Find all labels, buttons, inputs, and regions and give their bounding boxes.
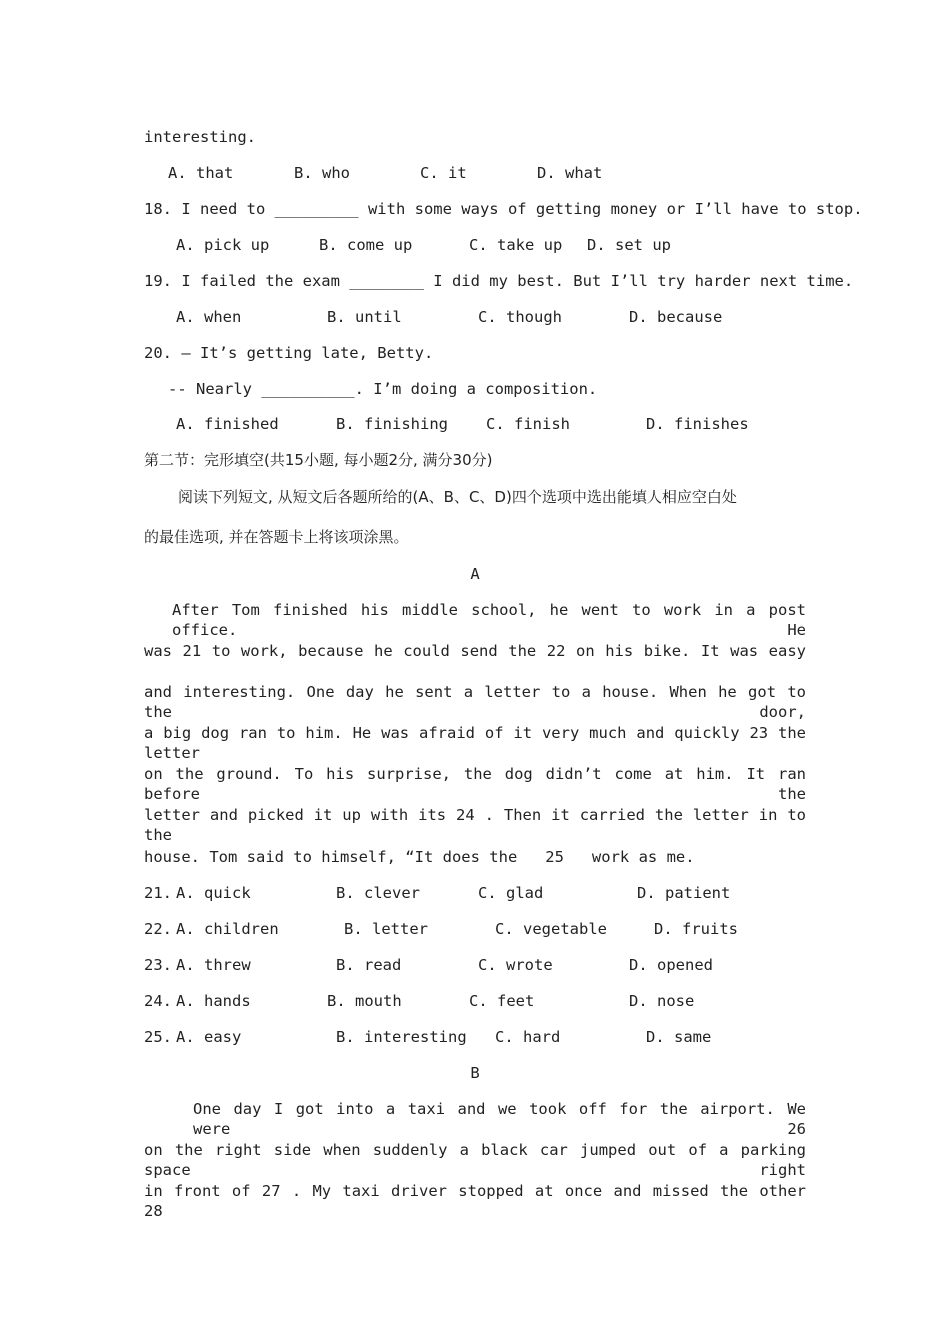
q25-option-d: D. same bbox=[646, 1028, 712, 1046]
q18-stem: 18. I need to _________ with some ways of getting money or I’ll have to stop. bbox=[144, 200, 863, 218]
section2-instruction-1: 阅读下列短文, 从短文后各题所给的(A、B、C、D)四个选项中选出能填人相应空白处 bbox=[178, 488, 737, 506]
q23-option-c: C. wrote bbox=[478, 956, 553, 974]
q19-option-d: D. because bbox=[629, 308, 723, 326]
q20-option-a: A. finished bbox=[176, 415, 279, 433]
q19-option-c: C. though bbox=[478, 308, 562, 326]
passage-a-label: A bbox=[470, 565, 480, 583]
q25-option-c: C. hard bbox=[495, 1028, 561, 1046]
passage-b-line-1: One day I got into a taxi and we took off for the airport. We were 26 bbox=[193, 1100, 806, 1138]
q18-option-b: B. come up bbox=[319, 236, 413, 254]
q23-option-d: D. opened bbox=[629, 956, 713, 974]
q25-option-a: A. easy bbox=[176, 1028, 242, 1046]
q17-option-d: D. what bbox=[537, 164, 603, 182]
q19-option-b: B. until bbox=[327, 308, 402, 326]
q22-option-b: B. letter bbox=[344, 920, 428, 938]
q22-option-a: A. children bbox=[176, 920, 279, 938]
q21-option-d: D. patient bbox=[637, 884, 731, 902]
q20-option-b: B. finishing bbox=[336, 415, 448, 433]
q22-number: 22. bbox=[144, 920, 172, 938]
passage-b-label: B bbox=[470, 1064, 480, 1082]
q18-option-a: A. pick up bbox=[176, 236, 270, 254]
q17-option-c: C. it bbox=[420, 164, 467, 182]
passage-b-line-3: in front of 27 . My taxi driver stopped at once and missed the other 28 bbox=[144, 1182, 806, 1220]
q19-stem: 19. I failed the exam ________ I did my best. But I’ll try harder next time. bbox=[144, 272, 854, 290]
q25-option-b: B. interesting bbox=[336, 1028, 467, 1046]
q20-stem: 20. – It’s getting late, Betty. bbox=[144, 344, 434, 362]
q24-option-b: B. mouth bbox=[327, 992, 402, 1010]
passage-b-line-2: on the right side when suddenly a black car jumped out of a parking space right bbox=[144, 1141, 806, 1179]
q24-option-d: D. nose bbox=[629, 992, 695, 1010]
passage-a-line-2: was 21 to work, because he could send the 22 on his bike. It was easy bbox=[144, 642, 806, 660]
q20-option-c: C. finish bbox=[486, 415, 570, 433]
passage-a-line-3: and interesting. One day he sent a letter to a house. When he got to the door, bbox=[144, 683, 806, 721]
q20-reply: -- Nearly __________. I’m doing a composition. bbox=[168, 380, 598, 398]
q23-option-b: B. read bbox=[336, 956, 402, 974]
q19-option-a: A. when bbox=[176, 308, 242, 326]
passage-a-line-7: house. Tom said to himself, “It does the 25 work as me. bbox=[144, 848, 695, 866]
q18-option-d: D. set up bbox=[587, 236, 671, 254]
q21-option-c: C. glad bbox=[478, 884, 544, 902]
q25-number: 25. bbox=[144, 1028, 172, 1046]
section2-instruction-2: 的最佳选项, 并在答题卡上将该项涂黑。 bbox=[144, 528, 409, 546]
q22-option-d: D. fruits bbox=[654, 920, 738, 938]
passage-a-line-6: letter and picked it up with its 24 . Then it carried the letter in to the bbox=[144, 806, 806, 844]
q17-option-b: B. who bbox=[294, 164, 350, 182]
q24-option-c: C. feet bbox=[469, 992, 535, 1010]
q22-option-c: C. vegetable bbox=[495, 920, 607, 938]
q24-number: 24. bbox=[144, 992, 172, 1010]
q23-option-a: A. threw bbox=[176, 956, 251, 974]
q21-number: 21. bbox=[144, 884, 172, 902]
q24-option-a: A. hands bbox=[176, 992, 251, 1010]
q23-number: 23. bbox=[144, 956, 172, 974]
q21-option-b: B. clever bbox=[336, 884, 420, 902]
section2-heading: 第二节：完形填空(共15小题, 每小题2分, 满分30分) bbox=[144, 451, 493, 469]
q21-option-a: A. quick bbox=[176, 884, 251, 902]
q17-tail: interesting. bbox=[144, 128, 256, 146]
passage-a-line-1: After Tom finished his middle school, he went to work in a post office. He bbox=[172, 601, 806, 639]
passage-a-line-5: on the ground. To his surprise, the dog didn’t come at him. It ran before the bbox=[144, 765, 806, 803]
q18-option-c: C. take up bbox=[469, 236, 563, 254]
q20-option-d: D. finishes bbox=[646, 415, 749, 433]
q17-option-a: A. that bbox=[168, 164, 234, 182]
passage-a-line-4: a big dog ran to him. He was afraid of it very much and quickly 23 the letter bbox=[144, 724, 806, 762]
